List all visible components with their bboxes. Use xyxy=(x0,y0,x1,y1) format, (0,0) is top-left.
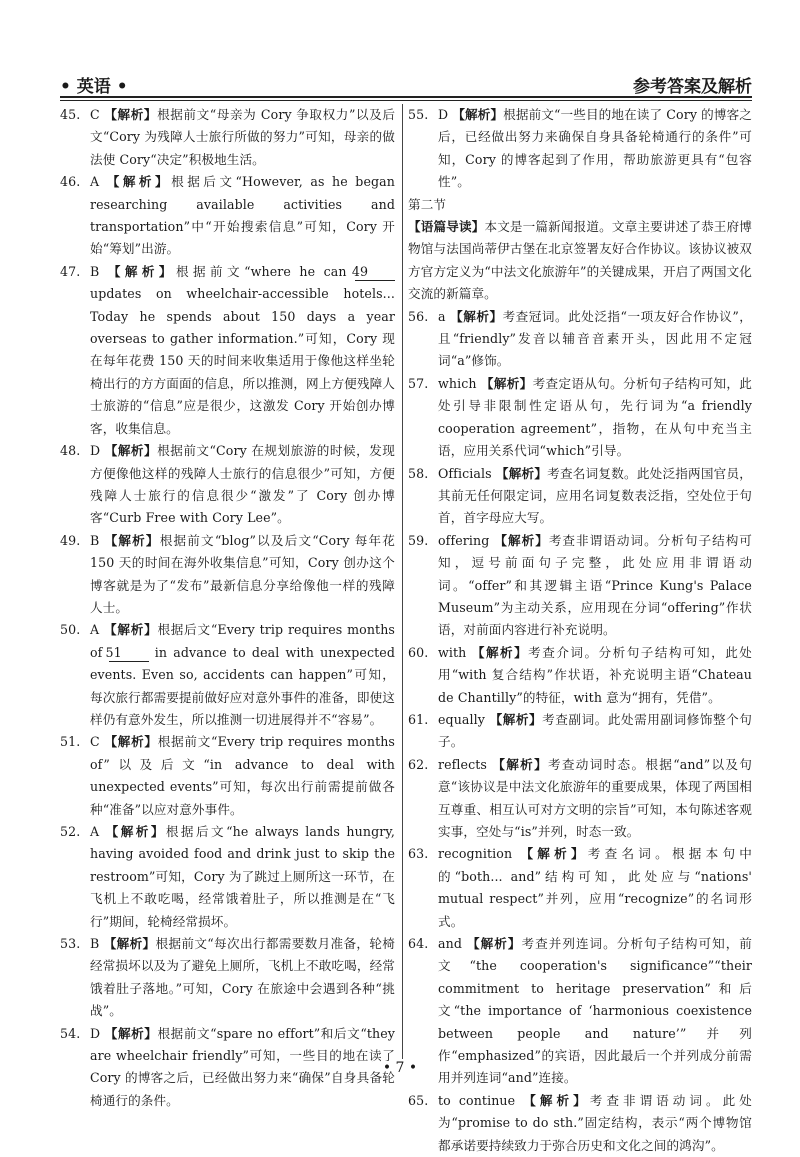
answer-item xyxy=(60,261,395,440)
answer-key: offering xyxy=(438,532,490,548)
explanation-text: 根据前文“Every trip requires months of”以及后文“in advance to deal with unexpected events”可知，每次出行前需提前做各种“准备”以应对意外事件。 xyxy=(90,734,395,817)
answer-key: and xyxy=(438,936,462,952)
answer-item xyxy=(408,843,752,933)
header-title: 参考答案及解析 xyxy=(633,77,752,97)
analysis-tag: 【解析】 xyxy=(495,465,548,481)
analysis-tag: 【解析】 xyxy=(106,174,172,190)
analysis-tag: 【解析】 xyxy=(523,1092,590,1108)
explanation-text: 考查介词。分析句子结构可知，此处用“with 复合结构”作状语，补充说明主语“Chateau de Chantilly”的特征，with 意为“拥有，凭借”。 xyxy=(438,644,752,705)
answer-key: D xyxy=(90,1025,101,1041)
item-number: 45. xyxy=(60,107,81,122)
explanation-text: 根据前文“母亲为 Cory 争取权力”以及后文“Cory 为残障人士旅行所做的努力”可知，母亲的做法使 Cory“决定”积极地生活。 xyxy=(90,107,396,167)
analysis-tag: 【解析】 xyxy=(467,936,522,952)
item-number: 50. xyxy=(60,622,81,638)
analysis-tag: 【解析】 xyxy=(450,308,503,324)
item-number: 46. xyxy=(60,174,81,190)
intro-text: 本文是一篇新闻报道。文章主要讲述了恭王府博物馆与法国尚蒂伊古堡在北京签署友好合作协议。该协议被双方官方定义为“中法文化旅游年”的关键成果，开启了两国文化交流的新篇章。 xyxy=(408,219,752,302)
item-number: 60. xyxy=(408,644,429,660)
right-column xyxy=(408,104,752,1157)
page-number: • 7 • xyxy=(382,1060,418,1076)
item-number: 57. xyxy=(408,375,429,391)
answer-key: to continue xyxy=(438,1092,516,1108)
answer-item xyxy=(408,306,752,373)
item-number: 65. xyxy=(408,1092,429,1108)
explanation-text: 考查副词。此处需用副词修饰整个句子。 xyxy=(438,711,752,750)
explanation-text: 考查冠词。此处泛指“一项友好合作协议”，且“friendly”发音以辅音音素开头，因此用不定冠词“a”修饰。 xyxy=(438,308,752,369)
item-number: 52. xyxy=(60,824,81,839)
answer-key: B xyxy=(90,936,100,952)
answer-item xyxy=(408,642,752,709)
answer-key: D xyxy=(90,443,101,459)
left-column xyxy=(60,104,395,1112)
answer-key: A xyxy=(90,174,100,190)
analysis-tag: 【解析】 xyxy=(471,644,529,660)
answer-key: which xyxy=(438,375,477,391)
analysis-tag: 【解析】 xyxy=(104,443,158,459)
answer-item xyxy=(60,171,395,261)
item-number: 48. xyxy=(60,443,81,459)
answer-key: with xyxy=(438,644,467,660)
item-number: 54. xyxy=(60,1025,81,1041)
analysis-tag: 【解析】 xyxy=(492,756,548,772)
answer-item xyxy=(408,709,752,754)
answer-key: C xyxy=(90,734,100,750)
header-rule xyxy=(60,96,752,98)
answer-item xyxy=(60,933,395,1023)
answer-item xyxy=(408,530,752,642)
analysis-tag: 【解析】 xyxy=(452,107,504,122)
analysis-tag: 【解析】 xyxy=(104,734,158,750)
explanation-text: 根据后文“he always lands hungry, having avoided food and drink just to skip the restroom”可知，Cory 为了跳过上厕所这一环节，在飞机上不敢吃喝，经常饿着肚子，所以推测是在“飞行”期间，轮椅经常损坏。 xyxy=(90,824,395,929)
analysis-tag: 【解析】 xyxy=(494,532,549,548)
answer-key: reflects xyxy=(438,756,487,772)
item-number: 58. xyxy=(408,465,429,481)
section-title: 第二节 xyxy=(408,196,447,212)
column-divider xyxy=(402,104,403,1059)
answer-key: Officials xyxy=(438,465,492,481)
blank-number: 49 xyxy=(355,264,395,281)
analysis-tag: 【解析】 xyxy=(103,936,156,952)
analysis-tag: 【解析】 xyxy=(480,375,533,391)
answer-item xyxy=(408,754,752,844)
explanation-text: 根据前文“blog”以及后文“Cory 每年花 150 天的时间在海外收集信息”可知，Cory 创办这个博客就是为了“发布”最新信息分享给像他一样的残障人士。 xyxy=(90,532,395,615)
answer-item xyxy=(60,731,395,821)
answer-key: equally xyxy=(438,711,486,727)
answer-key: recognition xyxy=(438,846,513,862)
header-rule-thin xyxy=(60,100,752,101)
answer-key: C xyxy=(90,107,100,122)
explanation-text: 考查定语从句。分析句子结构可知，此处引导非限制性定语从句，先行词为“a friendly cooperation agreement”，指物，在从句中充当主语，应用关系代词“which”引导。 xyxy=(438,375,752,459)
explanation-text: 考查动词时态。根据“and”以及句意“该协议是中法文化旅游年的重要成果，体现了两国相互尊重、相互认可对方文明的宗旨”可知，本句陈述客观实事，空处与“is”并列，时态一致。 xyxy=(438,756,752,839)
explanation-text: 根据前文“每次出行都需要数月准备，轮椅经常损坏以及为了避免上厕所，飞机上不敢吃喝，经常饿着肚子落地。”可知，Cory 在旅途中会遇到各种“挑战”。 xyxy=(90,936,396,1019)
item-number: 53. xyxy=(60,936,81,952)
passage-intro xyxy=(408,216,752,306)
explanation-text: 根据前文“Cory 在规划旅游的时候，发现方便像他这样的残障人士旅行的信息很少”可知，方便残障人士旅行的信息很少“激发”了 Cory 创办博客“Curb Free with Cory Lee”。 xyxy=(90,443,395,526)
answer-item xyxy=(60,619,395,731)
item-number: 62. xyxy=(408,756,429,772)
item-number: 59. xyxy=(408,532,429,548)
page-header xyxy=(60,70,752,98)
answer-item xyxy=(408,1090,752,1157)
item-number: 51. xyxy=(60,734,81,750)
answer-item xyxy=(60,530,395,620)
answer-key: D xyxy=(438,107,449,122)
explanation-text: 根据前文“一些目的地在读了 Cory 的博客之后，已经做出努力来确保自身具备轮椅通行的条件”可知，Cory 的博客起到了作用，帮助旅游更具有“包容性”。 xyxy=(438,107,752,190)
answer-key: B xyxy=(90,263,100,279)
item-number: 64. xyxy=(408,936,429,952)
analysis-tag: 【解析】 xyxy=(103,622,158,638)
explanation-text: 考查名词复数。此处泛指两国官员，其前无任何限定词，应用名词复数表泛指，空处位于句首，首字母应大写。 xyxy=(438,465,752,526)
subject-label: • 英语 • xyxy=(60,77,128,97)
answer-item xyxy=(408,104,752,194)
analysis-tag: 【解析】 xyxy=(104,107,158,122)
intro-label: 【语篇导读】 xyxy=(408,219,485,235)
answer-key: a xyxy=(438,308,446,324)
answer-key: A xyxy=(90,824,100,839)
explanation-text: 考查非谓语动词。此处为“promise to do sth.”固定结构，表示“两个博物馆都承诺要持续致力于弥合历史和文化之间的鸿沟”。 xyxy=(438,1092,752,1153)
item-number: 63. xyxy=(408,846,429,862)
item-number: 61. xyxy=(408,711,429,727)
analysis-tag: 【解析】 xyxy=(105,824,166,839)
answer-item xyxy=(60,104,395,171)
analysis-tag: 【解析】 xyxy=(107,263,176,279)
explanation-text: in advance to deal with unexpected events. Even so, accidents can happen”可知，每次旅行都需要提前做好应对意外事件的准备，即使这样仍有意外发生，所以推测一切进展得并不“容易”。 xyxy=(90,644,396,727)
analysis-tag: 【解析】 xyxy=(520,846,588,862)
item-number: 49. xyxy=(60,532,81,548)
analysis-tag: 【解析】 xyxy=(489,711,543,727)
item-number: 55. xyxy=(408,107,429,122)
answer-item xyxy=(60,821,395,933)
explanation-text: 根据前文“where he can xyxy=(175,263,355,279)
analysis-tag: 【解析】 xyxy=(104,1025,158,1041)
explanation-text: 根据前文“spare no effort”和后文“they are wheelchair friendly”可知，一些目的地在读了 Cory 的博客之后，已经做出努力来“确保”自身具备轮椅通行的条件。 xyxy=(90,1025,395,1108)
answer-key: B xyxy=(90,532,100,548)
answer-item xyxy=(60,440,395,530)
explanation-text: 根据后文“Every trip requires months of xyxy=(90,622,395,660)
blank-number: 51 xyxy=(109,645,149,662)
analysis-tag: 【解析】 xyxy=(104,532,160,548)
explanation-text: 根据后文“However, as he began researching available activities and transportation”中“开始搜索信息”可知，Cory 开始“筹划”出游。 xyxy=(90,174,395,257)
answer-item xyxy=(408,463,752,530)
explanation-text: 考查名词。根据本句中的“both... and”结构可知，此处应与“nations' mutual respect”并列，应用“recognize”的名词形式。 xyxy=(438,846,752,929)
explanation-text: 考查并列连词。分析句子结构可知，前文“the cooperation's significance”“their commitment to heritage preservation”和后文“the importance of ‘harmonious coexistence between people and nature’”并列作“emphasized”的宾语，因此最后一个并列成分前需用并列连词“and”连接。 xyxy=(438,936,753,1086)
explanation-text: 考查非谓语动词。分析句子结构可知，逗号前面句子完整，此处应用非谓语动词。“offer”和其逻辑主语“Prince Kung's Palace Museum”为主动关系，应用现在分词“offering”作状语，对前面内容进行补充说明。 xyxy=(438,532,752,638)
explanation-text: updates on wheelchair-accessible hotels... Today he spends about 150 days a year overseas to gather information.”可知，Cory 现在每年花费 150 天的时间来收集适用于像他这样坐轮椅出行的方方面面的信息，所以推测，网上方便残障人士旅游的“信息”应是很少，这激发 Cory 开始创办博客，收集信息。 xyxy=(90,286,395,436)
item-number: 56. xyxy=(408,308,429,324)
answer-item xyxy=(408,373,752,463)
answer-key: A xyxy=(90,622,100,638)
item-number: 47. xyxy=(60,263,81,279)
